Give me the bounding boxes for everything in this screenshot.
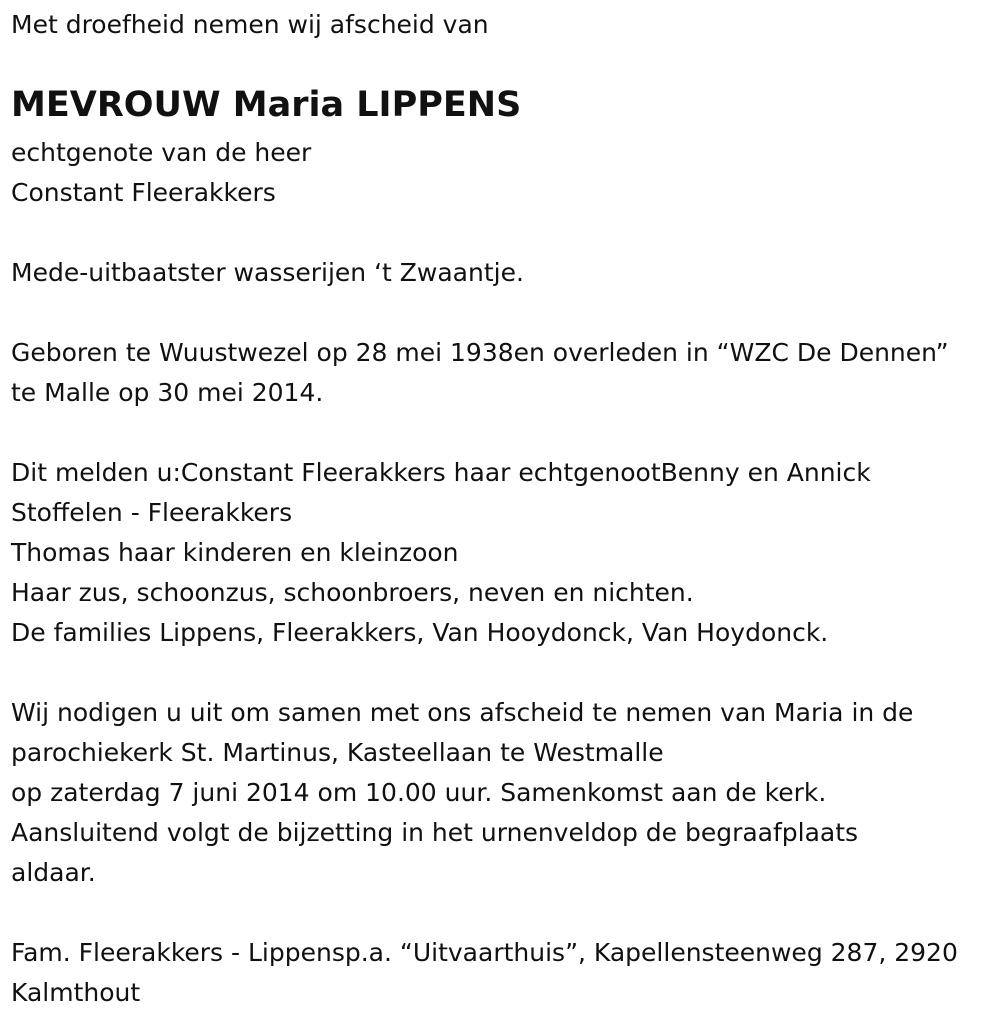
ceremony-line: Wij nodigen u uit om samen met ons afscheid te nemen van Maria in de <box>11 698 914 727</box>
birth-death-line: te Malle op 30 mei 2014. <box>11 378 324 407</box>
family-line: De families Lippens, Fleerakkers, Van Hooydonck, Van Hoydonck. <box>11 618 829 647</box>
contact-section <box>11 933 958 1013</box>
family-section <box>11 453 871 653</box>
ceremony-line: aldaar. <box>11 858 96 887</box>
birth-death-section <box>11 333 949 413</box>
intro-text: Met droefheid nemen wij afscheid van <box>11 10 489 39</box>
ceremony-section <box>11 693 913 893</box>
contact-line: Fam. Fleerakkers - Lippensp.a. “Uitvaarthuis”, Kapellensteenweg 287, 2920 <box>11 938 958 967</box>
spouse-line: echtgenote van de heer <box>11 138 312 167</box>
contact-line: Kalmthout <box>11 978 141 1007</box>
occupation-section <box>11 253 524 293</box>
spouse-section <box>11 133 311 213</box>
spouse-line: Constant Fleerakkers <box>11 178 276 207</box>
ceremony-line: op zaterdag 7 juni 2014 om 10.00 uur. Samenkomst aan de kerk. <box>11 778 827 807</box>
ceremony-line: parochiekerk St. Martinus, Kasteellaan te Westmalle <box>11 738 664 767</box>
family-line: Dit melden u:Constant Fleerakkers haar echtgenootBenny en Annick <box>11 458 871 487</box>
family-line: Haar zus, schoonzus, schoonbroers, neven en nichten. <box>11 578 694 607</box>
ceremony-line: Aansluitend volgt de bijzetting in het urnenveldop de begraafplaats <box>11 818 859 847</box>
deceased-name: MEVROUW Maria LIPPENS <box>11 85 522 125</box>
birth-death-line: Geboren te Wuustwezel op 28 mei 1938en overleden in “WZC De Dennen” <box>11 338 949 367</box>
family-line: Stoffelen - Fleerakkers <box>11 498 293 527</box>
family-line: Thomas haar kinderen en kleinzoon <box>11 538 459 567</box>
occupation-line: Mede-uitbaatster wasserijen ‘t Zwaantje. <box>11 258 524 287</box>
